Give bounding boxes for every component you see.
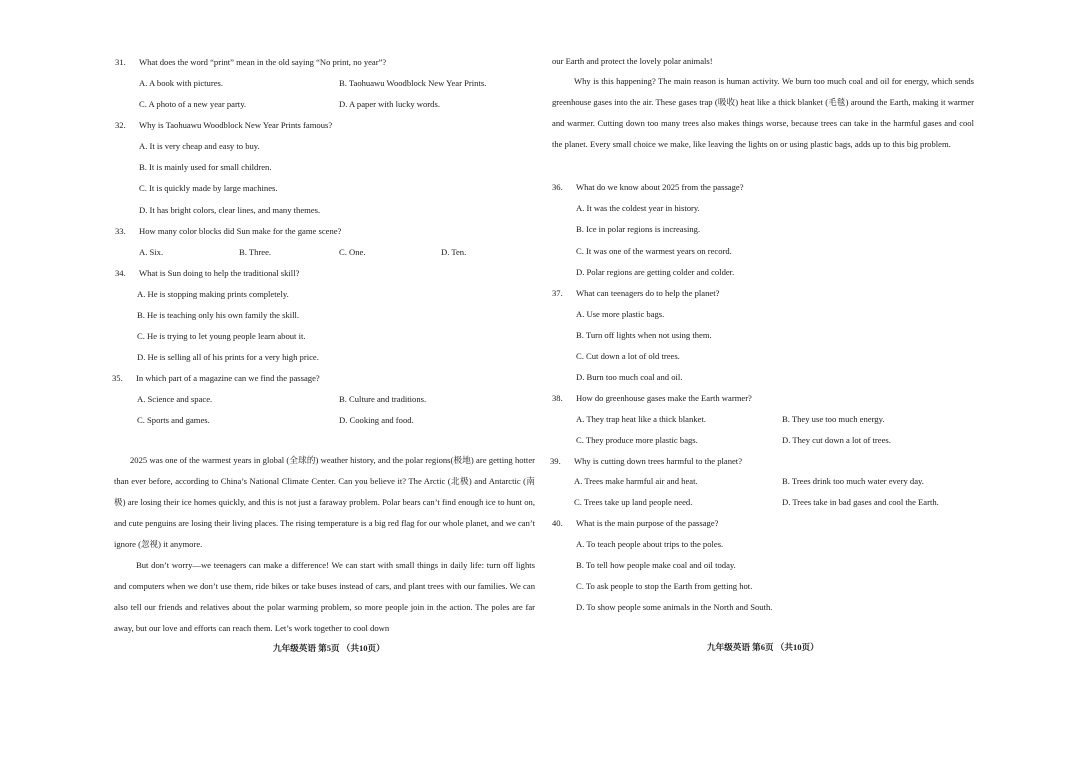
option: A. He is stopping making prints completely.: [137, 289, 289, 299]
option: A. A book with pictures.: [139, 78, 224, 88]
option: B. He is teaching only his own family the skill.: [137, 310, 300, 320]
passage-paragraph-2: But don’t worry—we teenagers can make a difference! We can start with small things in daily life: turn off lights and computers when we don’t use them, ride bikes or take buses instead of cars, and plant trees with our families. We can also tell our friends and relatives about the polar warming problem, so more people join in the action. The poles are far away, but our love and efforts can reach them. Let’s work together to cool down: [114, 560, 535, 633]
passage-paragraph-3: Why is this happening? The main reason is human activity. We burn too much coal and oil for energy, which sends greenhouse gases into the air. These gases trap (吸收) heat like a thick blanket (毛毯) around the Earth, making it warmer and warmer. Cutting down too many trees also makes things worse, because trees can take in the harmful gases and cool the planet. Every small choice we make, like leaving the lights on or using plastic bags, adds up to this big problem.: [552, 76, 974, 149]
option: C. Trees take up land people need.: [574, 497, 693, 507]
option: C. Cut down a lot of old trees.: [576, 351, 680, 361]
option: C. They produce more plastic bags.: [576, 435, 698, 445]
option: C. Sports and games.: [137, 415, 210, 425]
option: A. Six.: [139, 247, 164, 257]
option: C. It was one of the warmest years on record.: [576, 246, 732, 256]
option: B. They use too much energy.: [782, 414, 885, 424]
option: A. They trap heat like a thick blanket.: [576, 414, 706, 424]
option: A. It is very cheap and easy to buy.: [139, 141, 260, 151]
passage-paragraph-1: 2025 was one of the warmest years in global (全球的) weather history, and the polar regions(极地) are getting hotter than ever before, according to China’s National Climate Center. Can you believe it? The Arctic (北极) and Antarctic (南极) are losing their ice homes quickly, and this is not just a faraway problem. Polar bears can’t find enough ice to hunt on, and cute penguins are losing their living places. The rising temperature is a big red flag for our whole planet, and we can’t ignore (忽视) it anymore.: [114, 455, 535, 549]
option: B. It is mainly used for small children.: [139, 162, 272, 172]
question-33: 33. How many color blocks did Sun make for the game scene?: [115, 226, 342, 236]
option: A. It was the coldest year in history.: [576, 203, 700, 213]
option: A. Science and space.: [137, 394, 213, 404]
option: B. Ice in polar regions is increasing.: [576, 224, 701, 234]
option: A. Use more plastic bags.: [576, 309, 665, 319]
option: B. Turn off lights when not using them.: [576, 330, 712, 340]
page-footer: 九年级英语 第5页 （共10页）: [273, 643, 385, 653]
option: A. To teach people about trips to the poles.: [576, 539, 724, 549]
option: B. Taohuawu Woodblock New Year Prints.: [339, 78, 487, 88]
option: D. He is selling all of his prints for a very high price.: [137, 352, 319, 362]
option: B. Culture and traditions.: [339, 394, 427, 404]
question-32: 32. Why is Taohuawu Woodblock New Year Prints famous?: [115, 120, 333, 130]
option: D. Burn too much coal and oil.: [576, 372, 683, 382]
option: D. To show people some animals in the North and South.: [576, 602, 773, 612]
question-35: 35. In which part of a magazine can we find the passage?: [112, 373, 320, 383]
option: B. Trees drink too much water every day.: [782, 476, 924, 486]
option: D. Trees take in bad gases and cool the Earth.: [782, 497, 939, 507]
right-page: [545, 0, 1080, 763]
option: D. Cooking and food.: [339, 415, 414, 425]
question-31: 31. What does the word “print” mean in the old saying “No print, no year”?: [115, 57, 387, 67]
option: D. It has bright colors, clear lines, and many themes.: [139, 205, 321, 215]
option: B. To tell how people make coal and oil today.: [576, 560, 736, 570]
page-footer: 九年级英语 第6页 （共10页）: [707, 642, 819, 652]
option: C. He is trying to let young people learn about it.: [137, 331, 306, 341]
question-38: 38. How do greenhouse gases make the Earth warmer?: [552, 393, 752, 403]
option: C. It is quickly made by large machines.: [139, 183, 278, 193]
question-40: 40. What is the main purpose of the passage?: [552, 518, 719, 528]
question-34: 34. What is Sun doing to help the traditional skill?: [115, 268, 300, 278]
option: D. They cut down a lot of trees.: [782, 435, 891, 445]
option: A. Trees make harmful air and heat.: [574, 476, 698, 486]
option: C. To ask people to stop the Earth from getting hot.: [576, 581, 753, 591]
passage-tail: our Earth and protect the lovely polar animals!: [552, 56, 713, 66]
option: D. Polar regions are getting colder and colder.: [576, 267, 735, 277]
question-37: 37. What can teenagers do to help the planet?: [552, 288, 720, 298]
option: D. A paper with lucky words.: [339, 99, 440, 109]
question-36: 36. What do we know about 2025 from the passage?: [552, 182, 744, 192]
option: B. Three.: [239, 247, 272, 257]
option: D. Ten.: [441, 247, 467, 257]
question-39: 39. Why is cutting down trees harmful to the planet?: [550, 456, 743, 466]
option: C. A photo of a new year party.: [139, 99, 247, 109]
option: C. One.: [339, 247, 366, 257]
